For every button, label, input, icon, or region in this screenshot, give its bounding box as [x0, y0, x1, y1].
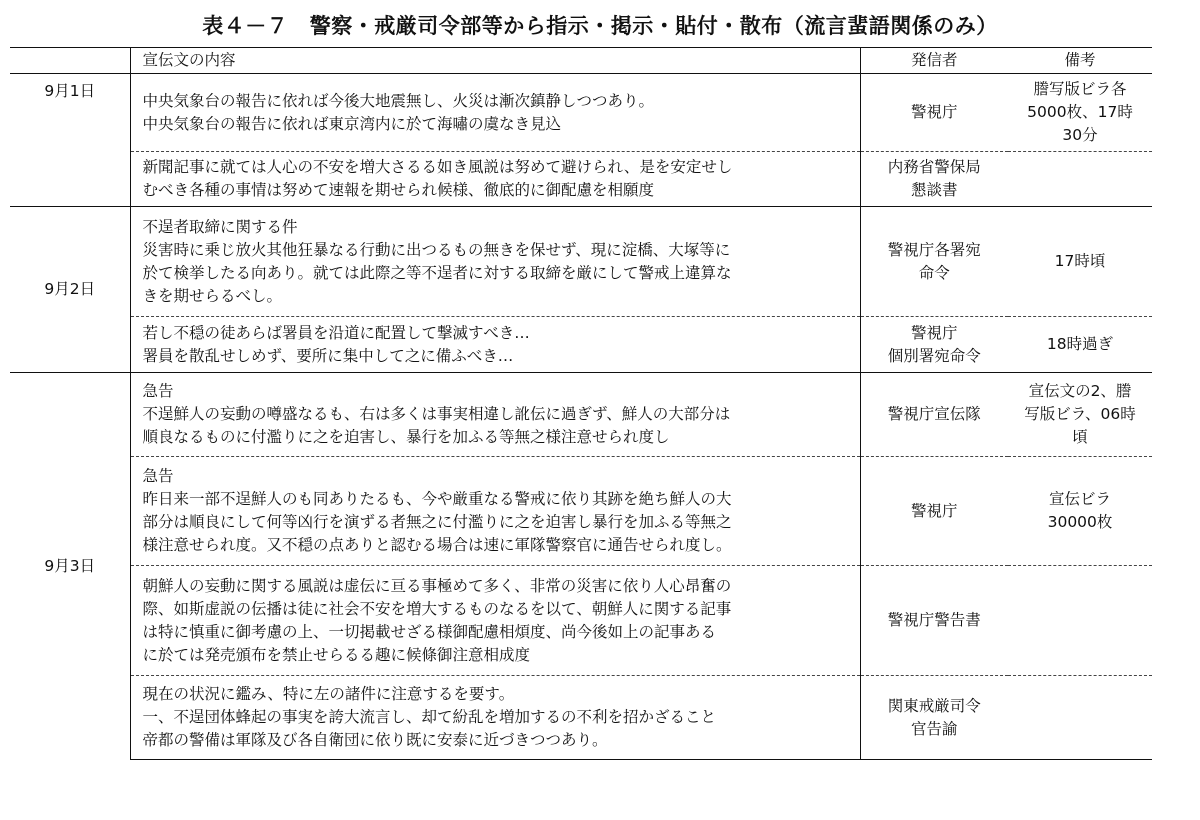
table-row — [10, 317, 1152, 373]
content-line: 現在の状況に鑑み、特に左の諸件に注意するを要す。 — [142, 685, 515, 703]
issuer-line: 警視庁宣伝隊 — [887, 405, 981, 423]
note-line: 謄写版ビラ各 — [1033, 80, 1127, 98]
content-line: 朝鮮人の妄動に関する風説は虚伝に亘る事極めて多く、非常の災害に依り人心昂奮の — [142, 576, 732, 595]
header-date — [10, 48, 130, 74]
note-line: 30分 — [1062, 126, 1098, 144]
content-line: 若し不穏の徒あらば署員を沿道に配置して撃滅すべき… — [142, 323, 530, 342]
note-line: 18時過ぎ — [1046, 335, 1114, 353]
note-cell — [1008, 152, 1152, 207]
issuer-line: 官告諭 — [910, 719, 958, 738]
issuer-cell — [860, 373, 1008, 457]
table-row — [10, 566, 1152, 676]
table-row — [10, 74, 1152, 152]
table-row — [10, 373, 1152, 457]
content-cell — [130, 676, 860, 760]
header-issuer: 発信者 — [860, 48, 1008, 74]
date-cell: 9月1日 — [10, 74, 130, 207]
issuer-line: 内務省警保局 — [887, 158, 981, 176]
note-line: 宣伝文の2、謄 — [1028, 382, 1132, 400]
issuer-cell — [860, 74, 1008, 152]
note-cell — [1008, 317, 1152, 373]
content-line: 於て検挙したる向あり。就ては此際之等不逞者に対する取締を厳にして警戒上違算な — [142, 263, 732, 282]
issuer-cell — [860, 566, 1008, 676]
note-cell — [1008, 373, 1152, 457]
issuer-line: 懇談書 — [910, 181, 958, 199]
issuer-line: 警視庁 — [910, 501, 958, 520]
issuer-line: 警視庁警告書 — [887, 611, 981, 629]
table-row — [10, 457, 1152, 566]
issuer-line: 警視庁 — [910, 323, 958, 342]
content-cell — [130, 207, 860, 317]
note-cell — [1008, 457, 1152, 566]
header-note: 備考 — [1008, 48, 1152, 74]
content-line: 帝都の警備は軍隊及び各自衛団に依り既に安泰に近づきつつあり。 — [142, 731, 608, 749]
issuer-cell — [860, 207, 1008, 317]
note-cell — [1008, 676, 1152, 760]
content-line: 様注意せられ度。又不穏の点ありと認むる場合は速に軍隊警察官に通告せられ度し。 — [142, 536, 732, 554]
issuer-line: 警視庁各署宛 — [887, 240, 981, 259]
content-line: は特に慎重に御考慮の上、一切掲載せざる様御配慮相煩度、尚今後如上の記事ある — [142, 622, 717, 641]
content-line: 昨日来一部不逞鮮人のも同ありたるも、今や厳重なる警戒に依り其跡を絶ち鮮人の大 — [142, 490, 732, 508]
header-content: 宣伝文の内容 — [130, 48, 860, 74]
content-cell — [130, 317, 860, 373]
content-cell — [130, 566, 860, 676]
content-line: 順良なるものに付濫りに之を迫害し、暴行を加ふる等無之様注意せられ度し — [142, 428, 670, 446]
note-line: 17時頃 — [1054, 252, 1106, 270]
header-row — [10, 48, 1152, 74]
content-line: 部分は順良にして何等凶行を演ずる者無之に付濫りに之を迫害し暴行を加ふる等無之 — [142, 513, 732, 531]
note-line: 5000枚、17時 — [1027, 103, 1133, 121]
content-line: きを期せらるべし。 — [142, 286, 283, 305]
content-line: 署員を散乱せしめず、要所に集中して之に備ふべき… — [142, 346, 514, 365]
table-row — [10, 676, 1152, 760]
issuer-cell — [860, 152, 1008, 207]
content-line: 不逞鮮人の妄動の噂盛なるも、右は多くは事実相違し訛伝に過ぎず、鮮人の大部分は — [142, 405, 731, 423]
note-cell — [1008, 566, 1152, 676]
issuer-line: 警視庁 — [910, 103, 958, 121]
propaganda-table — [10, 47, 1152, 760]
note-line: 頃 — [1072, 428, 1088, 446]
content-line: 中央気象台の報告に依れば東京湾内に於て海嘯の虞なき見込 — [142, 114, 562, 133]
content-line: 一、不逞団体蜂起の事実を誇大流言し、却て紛乱を増加するの不利を招かざること — [142, 708, 717, 726]
note-line: 宣伝ビラ — [1048, 490, 1111, 508]
date-cell: 9月3日 — [10, 373, 130, 760]
content-line: 災害時に乗じ放火其他狂暴なる行動に出つるもの無きを保せず、現に淀橋、大塚等に — [142, 240, 731, 259]
issuer-line: 命令 — [918, 263, 950, 282]
note-line: 写版ビラ、06時 — [1024, 405, 1136, 423]
content-line: 急告 — [142, 382, 174, 400]
content-line: むべき各種の事情は努めて速報を期せられ候様、徹底的に御配慮を相願度 — [142, 181, 655, 199]
content-line: に於ては発売頒布を禁止せらるる趣に候條御注意相成度 — [142, 645, 531, 664]
issuer-line: 個別署宛命令 — [887, 346, 981, 365]
content-cell — [130, 457, 860, 566]
table-row — [10, 207, 1152, 317]
content-line: 急告 — [142, 467, 174, 485]
content-line: 新聞記事に就ては人心の不安を増大さるる如き風説は努めて避けられ、是を安定せし — [142, 158, 733, 176]
table-title: 表４－７ 警察・戒厳司令部等から指示・掲示・貼付・散布（流言蜚語関係のみ） — [202, 14, 998, 38]
content-line: 際、如斯虚説の伝播は徒に社会不安を増大するものなるを以て、朝鮮人に関する記事 — [142, 599, 732, 618]
issuer-line: 関東戒厳司令 — [887, 696, 981, 715]
issuer-cell — [860, 676, 1008, 760]
table-row — [10, 152, 1152, 207]
note-cell — [1008, 74, 1152, 152]
content-line: 不逞者取締に関する件 — [142, 217, 298, 236]
content-cell — [130, 74, 860, 152]
note-cell — [1008, 207, 1152, 317]
note-line: 30000枚 — [1047, 513, 1113, 531]
date-cell: 9月2日 — [10, 207, 130, 373]
content-cell — [130, 373, 860, 457]
issuer-cell — [860, 457, 1008, 566]
content-line: 中央気象台の報告に依れば今後大地震無し、火災は漸次鎮静しつつあり。 — [142, 91, 655, 110]
issuer-cell — [860, 317, 1008, 373]
content-cell — [130, 152, 860, 207]
